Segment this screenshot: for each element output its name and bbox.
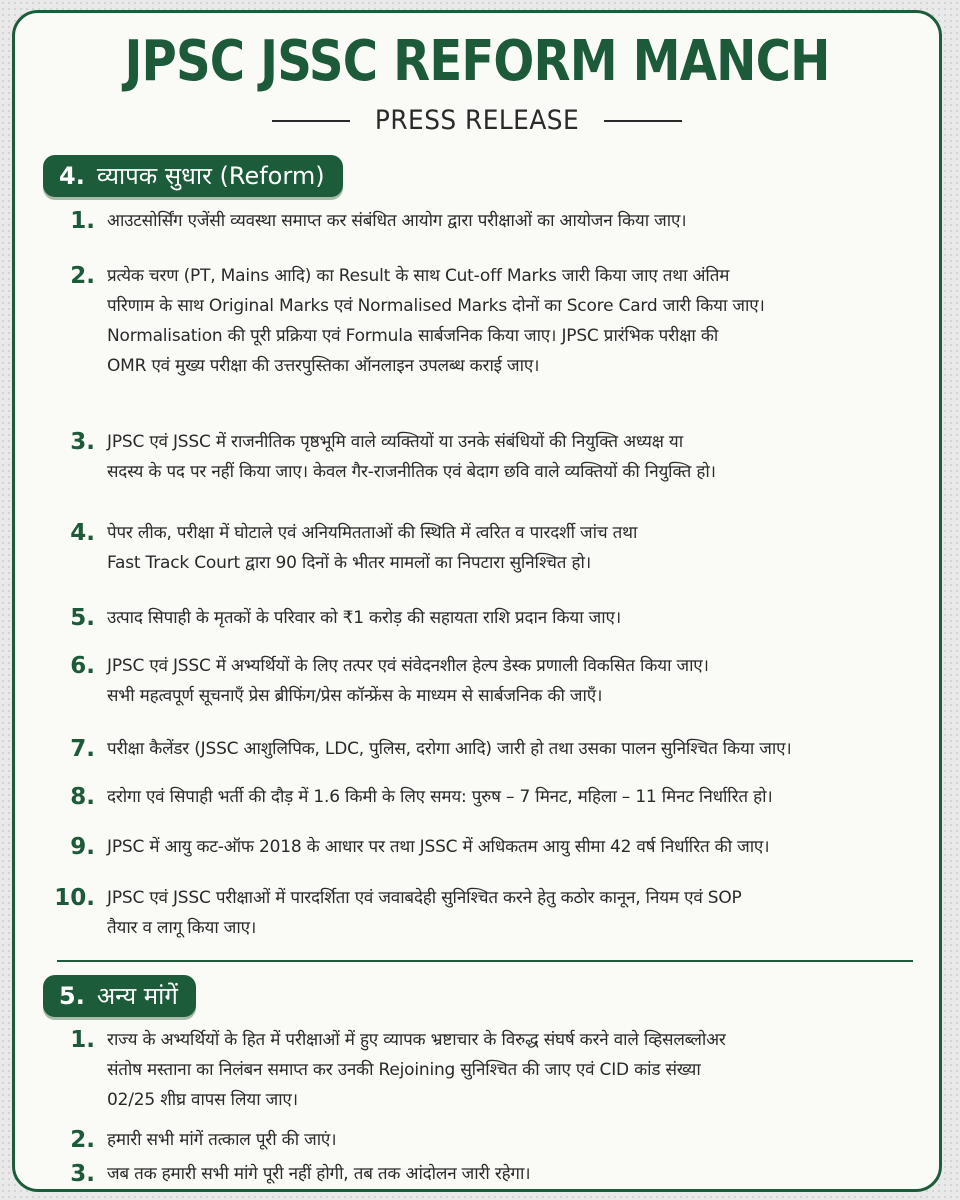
section-4-title: व्यापक सुधार (Reform) [96,162,325,190]
subtitle-rule-left [272,120,350,122]
item-number: 1. [70,1027,95,1053]
subtitle-row [15,105,939,136]
item-number: 7. [70,736,95,762]
item-text: जब तक हमारी सभी मांगे पूरी नहीं होगी, तब तक आंदोलन जारी रहेगा। [107,1164,531,1184]
section-5-number: 5. [59,982,85,1010]
item-text: हमारी सभी मांगें तत्काल पूरी की जाएं। [107,1130,337,1150]
item-number: 5. [70,605,95,631]
section-divider [57,960,913,962]
press-release-card [12,10,942,1192]
item-number: 8. [70,784,95,810]
item-number: 9. [70,834,95,860]
section-5-title: अन्य मांगें [96,982,178,1010]
item-number: 3. [70,429,95,455]
item-text: JPSC में आयु कट-ऑफ 2018 के आधार पर तथा JSSC में अधिकतम आयु सीमा 42 वर्ष निर्धारित की जाए। [107,837,770,857]
item-text: JPSC एवं JSSC में राजनीतिक पृष्ठभूमि वाले व्यक्तियों या उनके संबंधियों की नियुक्ति अध्यक्ष या सदस्य के पद पर नहीं किया जाए। केवल गैर-राजनीतिक एवं बेदाग छवि वाले व्यक्तियों की नियुक्ति हो। [107,432,716,482]
item-number: 4. [70,520,95,546]
item-text: प्रत्येक चरण (PT, Mains आदि) का Result के साथ Cut-off Marks जारी किया जाए तथा अंतिम परिणाम के साथ Original Marks एवं Normalised Marks दोनों का Score Card जारी किया जाए। Normalisation की पूरी प्रक्रिया एवं Formula सार्बजनिक किया जाए। JPSC प्रारंभिक परीक्षा की OMR एवं मुख्य परीक्षा की उत्तरपुस्तिका ऑनलाइन उपलब्ध कराई जाए। [107,266,765,376]
section-4-heading [43,155,343,197]
item-text: राज्य के अभ्यर्थियों के हित में परीक्षाओं में हुए व्यापक भ्रष्टाचार के विरुद्ध संघर्ष करने वाले व्हिसलब्लोअर संतोष मस्ताना का निलंबन समाप्त कर उनकी Rejoining सुनिश्चित की जाए एवं CID कांड संख्या 02/25 शीघ्र वापस लिया जाए। [107,1030,726,1110]
item-text: पेपर लीक, परीक्षा में घोटाले एवं अनियमितताओं की स्थिति में त्वरित व पारदर्शी जांच तथा Fast Track Court द्वारा 90 दिनों के भीतर मामलों का निपटारा सुनिश्चित हो। [107,523,638,573]
item-text: JPSC एवं JSSC में अभ्यर्थियों के लिए तत्पर एवं संवेदनशील हेल्प डेस्क प्रणाली विकसित किया जाए। सभी महत्वपूर्ण सूचनाएँ प्रेस ब्रीफिंग/प्रेस कॉन्फ्रेंस के माध्यम से सार्बजनिक की जाएँ। [107,656,709,706]
item-text: परीक्षा कैलेंडर (JSSC आशुलिपिक, LDC, पुलिस, दरोगा आदि) जारी हो तथा उसका पालन सुनिश्चित किया जाए। [107,739,792,759]
subtitle-rule-right [604,120,682,122]
item-number: 2. [70,1127,95,1153]
page-title: JPSC JSSC REFORM MANCH [124,29,830,94]
item-text: दरोगा एवं सिपाही भर्ती की दौड़ में 1.6 किमी के लिए समय: पुरुष – 7 मिनट, महिला – 11 मिनट निर्धारित हो। [107,787,773,807]
item-text: JPSC एवं JSSC परीक्षाओं में पारदर्शिता एवं जवाबदेही सुनिश्चित करने हेतु कठोर कानून, नियम एवं SOP तैयार व लागू किया जाए। [107,888,742,938]
item-number: 10. [54,885,95,911]
item-text: आउटसोर्सिंग एजेंसी व्यवस्था समाप्त कर संबंधित आयोग द्वारा परीक्षाओं का आयोजन किया जाए। [107,211,687,231]
section-5-heading [43,975,196,1017]
item-number: 1. [70,208,95,234]
item-number: 3. [70,1161,95,1187]
press-release-label: PRESS RELEASE [374,105,580,136]
item-number: 6. [70,653,95,679]
section-4-number: 4. [59,162,85,190]
item-number: 2. [70,263,95,289]
item-text: उत्पाद सिपाही के मृतकों के परिवार को ₹1 करोड़ की सहायता राशि प्रदान किया जाए। [107,608,621,628]
